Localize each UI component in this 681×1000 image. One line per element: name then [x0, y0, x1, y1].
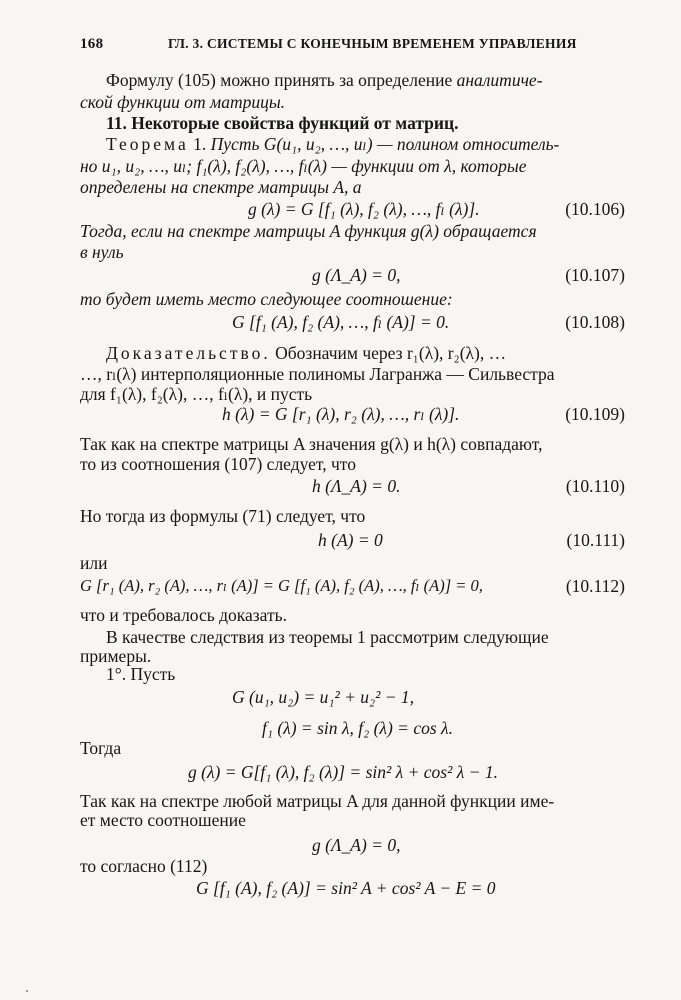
text-line: в нуль [80, 242, 124, 262]
equation-109: h (λ) = G [r₁ (λ), r₂ (λ), …, rₗ (λ)]. [222, 404, 460, 424]
equation-107: g (Λ_A) = 0, [312, 265, 401, 285]
text-line: или [80, 553, 108, 573]
theorem-label: Теорема [106, 134, 189, 154]
equation-number: (10.112) [565, 576, 625, 596]
equation-106: g (λ) = G [f₁ (λ), f₂ (λ), …, fₗ (λ)]. [248, 199, 480, 219]
text-line: Тогда [80, 738, 122, 758]
text-line: то согласно (112) [80, 856, 208, 876]
text-line: …, rₗ(λ) интерполяционные полиномы Лагранжа — Сильвестра [80, 364, 555, 384]
text-line: то из соотношения (107) следует, что [80, 454, 356, 474]
text-line: но u₁, u₂, …, uₗ; f₁(λ), f₂(λ), …, fₗ(λ) — функции от λ, которые [80, 156, 527, 176]
equation-number: (10.108) [565, 312, 625, 332]
equation-number: (10.111) [566, 530, 625, 550]
text-line: ет место соотношение [80, 810, 246, 830]
scan-speck [26, 990, 28, 992]
equation-number: (10.109) [565, 404, 625, 424]
theorem-line: Теорема 1. Пусть G(u₁, u₂, …, uₗ) — полином относитель- [106, 134, 560, 154]
text-line: что и требовалось доказать. [80, 605, 288, 625]
equation-number: (10.110) [565, 476, 625, 496]
equation-112: G [r₁ (A), r₂ (A), …, rₗ (A)] = G [f₁ (A), f₂ (A), …, fₗ (A)] = 0, [80, 576, 483, 595]
text-line: для f₁(λ), f₂(λ), …, fₗ(λ), и пусть [80, 384, 313, 404]
example-equation: G [f₁ (A), f₂ (A)] = sin² A + cos² A − E = 0 [196, 878, 496, 898]
page-number: 168 [80, 36, 104, 52]
text-line: то будет иметь место следующее соотношение: [80, 289, 453, 309]
equation-number: (10.107) [565, 265, 625, 285]
text-line: В качестве следствия из теоремы 1 рассмотрим следующие [106, 627, 549, 647]
text-line: Так как на спектре любой матрицы A для данной функции име- [80, 791, 555, 811]
equation-number: (10.106) [565, 199, 625, 219]
example-equation: G (u₁, u₂) = u₁² + u₂² − 1, [232, 687, 415, 707]
running-title: ГЛ. 3. СИСТЕМЫ С КОНЕЧНЫМ ВРЕМЕНЕМ УПРАВЛЕНИЯ [168, 36, 577, 51]
text-line: примеры. [80, 646, 152, 666]
text-line: ской функции от матрицы. [80, 92, 286, 112]
example-equation: g (λ) = G[f₁ (λ), f₂ (λ)] = sin² λ + cos² λ − 1. [188, 762, 498, 782]
proof-line: Доказательство. Обозначим через r₁(λ), r₂(λ), … [106, 343, 507, 363]
text-line: Так как на спектре матрицы A значения g(λ) и h(λ) совпадают, [80, 434, 543, 454]
text-line: Но тогда из формулы (71) следует, что [80, 506, 366, 526]
text-line: Тогда, если на спектре матрицы A функция g(λ) обращается [80, 221, 537, 241]
section-heading: 11. Некоторые свойства функций от матриц. [106, 113, 459, 133]
text-line: Формулу (105) можно принять за определение аналитиче- [106, 70, 543, 90]
equation-110: h (Λ_A) = 0. [312, 476, 401, 496]
proof-label: Доказательство. [106, 343, 271, 363]
text-line: 1°. Пусть [106, 664, 176, 684]
text-line: определены на спектре матрицы A, а [80, 177, 362, 197]
equation-108: G [f₁ (A), f₂ (A), …, fₗ (A)] = 0. [232, 312, 450, 332]
equation-111: h (A) = 0 [318, 530, 383, 550]
example-equation: f₁ (λ) = sin λ, f₂ (λ) = cos λ. [262, 718, 454, 738]
example-equation: g (Λ_A) = 0, [312, 835, 401, 855]
